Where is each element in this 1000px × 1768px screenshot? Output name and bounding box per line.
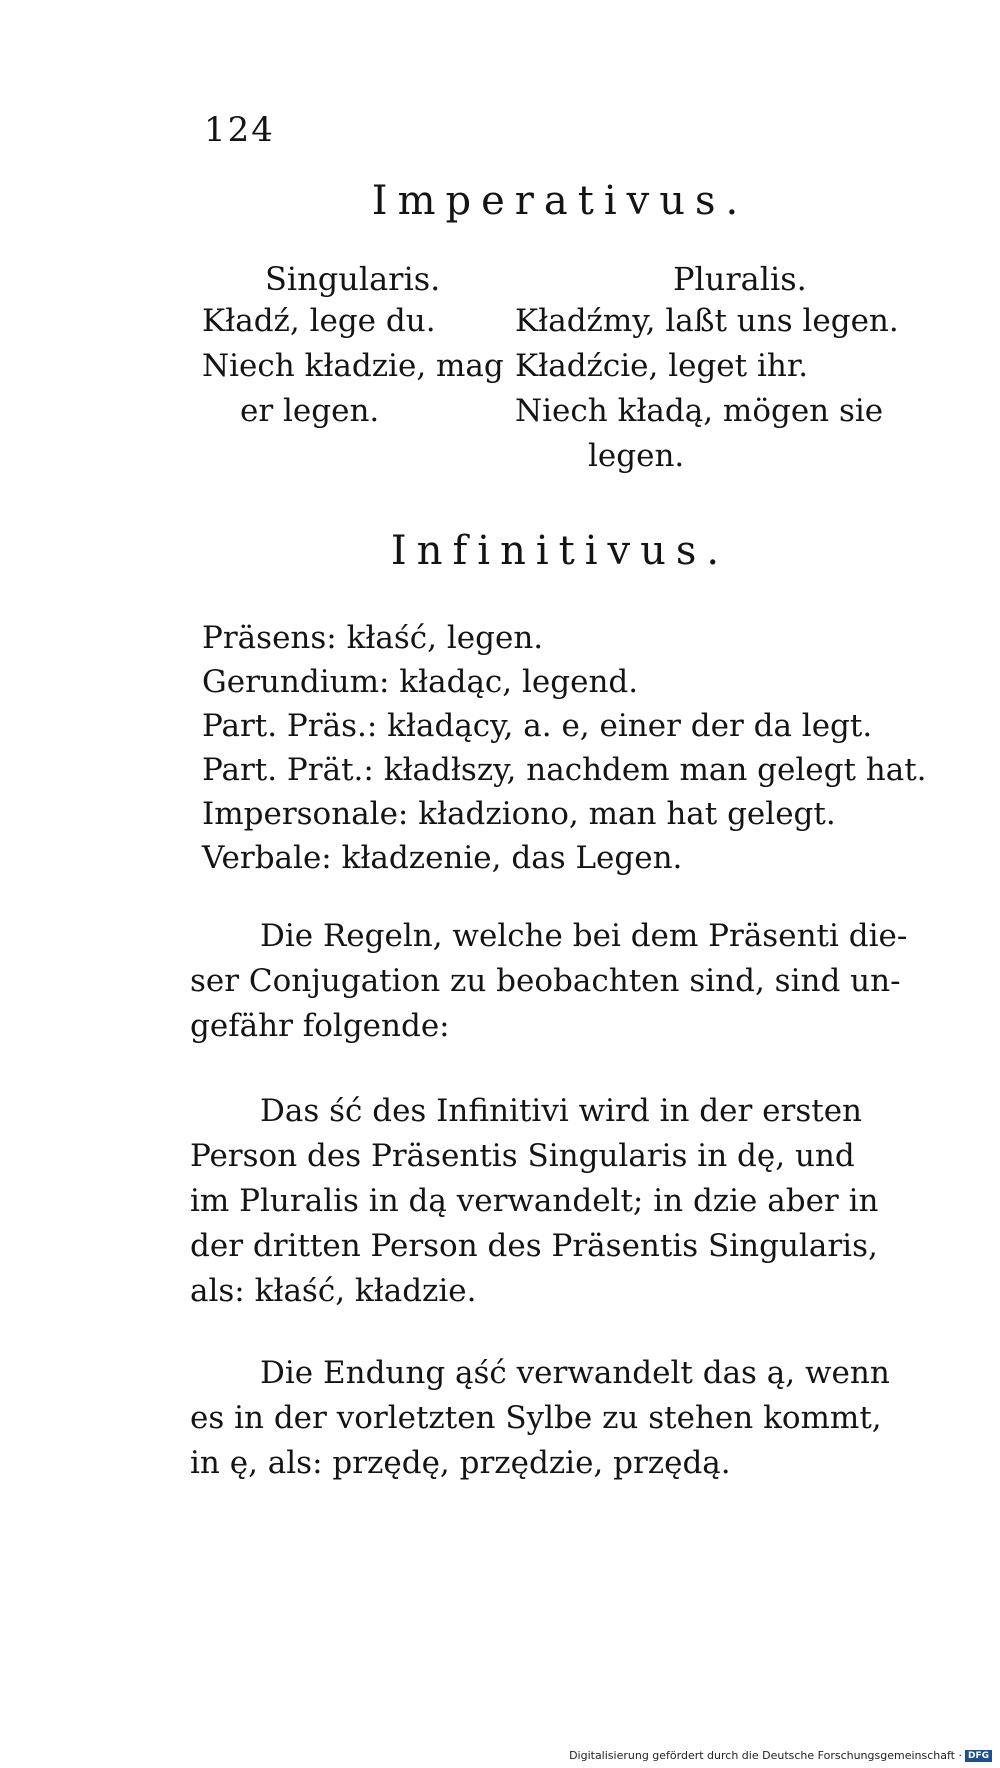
singular-line: er legen.	[240, 393, 380, 429]
paragraph-line: im Pluralis in dą verwandelt; in dzie aber in	[190, 1183, 879, 1219]
paragraph-line: der dritten Person des Präsentis Singularis,	[190, 1228, 878, 1264]
paragraph-line: Die Regeln, welche bei dem Präsenti die-	[260, 918, 908, 954]
infinitive-form-line: Impersonale: kładziono, man hat gelegt.	[202, 796, 836, 832]
paragraph-line: ser Conjugation zu beobachten sind, sind un-	[190, 963, 901, 999]
pluralis-header: Pluralis.	[673, 260, 807, 298]
infinitive-form-line: Verbale: kładzenie, das Legen.	[202, 840, 683, 876]
paragraph-line: Das ść des Infinitivi wird in der ersten	[260, 1093, 863, 1129]
infinitive-form-line: Gerundium: kładąc, legend.	[202, 664, 639, 700]
singular-line: Niech kładzie, mag	[202, 348, 504, 384]
infinitive-form-line: Präsens: kłaść, legen.	[202, 620, 544, 656]
paragraph-line: als: kłaść, kładzie.	[190, 1273, 477, 1309]
plural-line: legen.	[588, 438, 685, 474]
infinitive-form-line: Part. Präs.: kładący, a. e, einer der da legt.	[202, 708, 873, 744]
plural-line: Kładźcie, leget ihr.	[515, 348, 809, 384]
plural-line: Niech kładą, mögen sie	[515, 393, 884, 429]
imperativus-heading: Imperativus.	[371, 178, 749, 224]
singularis-header: Singularis.	[265, 260, 441, 298]
plural-line: Kładźmy, laßt uns legen.	[515, 303, 899, 339]
digitization-footer	[569, 1749, 992, 1762]
page-number: 124	[204, 110, 275, 150]
paragraph-line: in ę, als: przędę, przędzie, przędą.	[190, 1445, 731, 1481]
paragraph-line: Die Endung ąść verwandelt das ą, wenn	[260, 1355, 890, 1391]
paragraph-line: es in der vorletzten Sylbe zu stehen kommt,	[190, 1400, 882, 1436]
singular-line: Kładź, lege du.	[202, 303, 436, 339]
footer-text: Digitalisierung gefördert durch die Deutsche Forschungsgemeinschaft ·	[569, 1749, 962, 1762]
paragraph-line: Person des Präsentis Singularis in dę, und	[190, 1138, 855, 1174]
infinitive-form-line: Part. Prät.: kładłszy, nachdem man gelegt hat.	[202, 752, 927, 788]
paragraph-line: gefähr folgende:	[190, 1008, 450, 1044]
infinitivus-heading: Infinitivus.	[390, 528, 730, 574]
dfg-logo: DFG	[965, 1750, 992, 1762]
